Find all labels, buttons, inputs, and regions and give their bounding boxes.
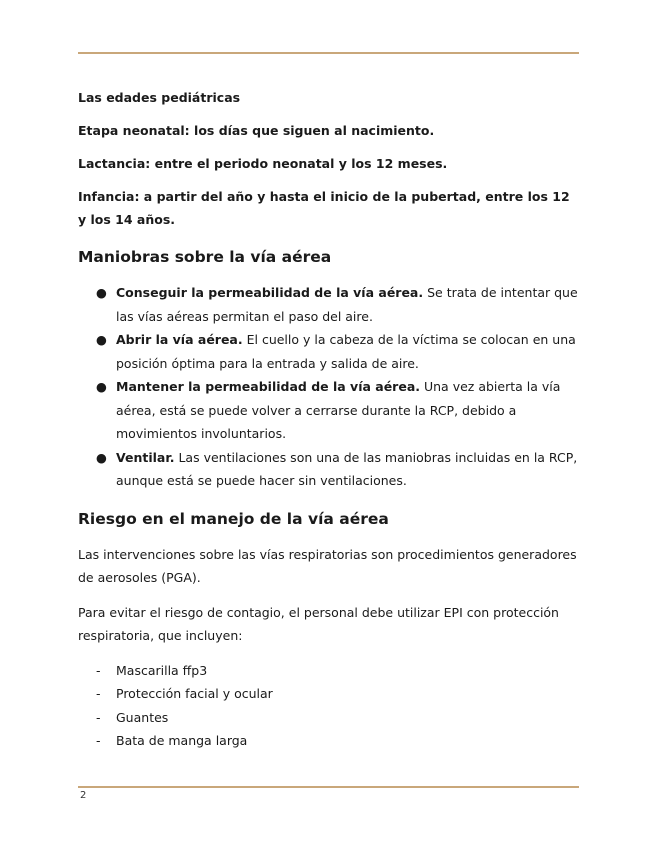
list-item-bold: Abrir la vía aérea. (116, 332, 243, 347)
list-item-text: Mascarilla ffp3 (116, 662, 208, 678)
list-item-text: Una vez abierta la vía aérea, está se puede volver a cerrarse durante la RCP, debido a movimientos involuntarios. (116, 379, 561, 441)
page-number: 2 (80, 790, 87, 801)
intro-lactancia: Lactancia: entre el periodo neonatal y los 12 meses. (78, 156, 448, 171)
list-item (78, 375, 578, 446)
list-item-bold: Mantener la permeabilidad de la vía aérea. (116, 379, 421, 394)
riesgo-paragraph-1: Las intervenciones sobre las vías respiratorias son procedimientos generadores de aerosoles (PGA). (78, 546, 577, 585)
intro-neonatal: Etapa neonatal: los días que siguen al nacimiento. (78, 123, 435, 138)
section-heading-riesgo: Riesgo en el manejo de la vía aérea (78, 509, 389, 528)
intro-title: Las edades pediátricas (78, 90, 241, 105)
dash-icon: - (96, 686, 101, 701)
dash-icon: - (96, 662, 101, 678)
footer-rule (78, 786, 579, 788)
list-item-text: Se trata de intentar que las vías aéreas permitan el paso del aire. (116, 285, 578, 324)
list-item (78, 682, 578, 706)
list-item-text: El cuello y la cabeza de la víctima se colocan en una posición óptima para la entrada y salida de aire. (116, 332, 576, 371)
list-item-text: Protección facial y ocular (116, 686, 273, 701)
list-item-text: Las ventilaciones son una de las maniobras incluidas en la RCP, aunque está se puede hacer sin ventilaciones. (116, 449, 578, 488)
riesgo-paragraph-2: Para evitar el riesgo de contagio, el personal debe utilizar EPI con protección respiratoria, que incluyen: (78, 604, 559, 643)
page-content (78, 86, 578, 753)
list-item-text: Bata de manga larga (116, 733, 248, 748)
maniobras-list (78, 281, 578, 493)
bullet-icon: ● (96, 379, 107, 394)
bullet-icon: ● (96, 285, 107, 300)
section-heading-maniobras: Maniobras sobre la vía aérea (78, 248, 332, 266)
header-rule (78, 52, 579, 54)
list-item (78, 706, 578, 730)
dash-icon: - (96, 709, 101, 725)
list-item-bold: Conseguir la permeabilidad de la vía aérea. (116, 285, 424, 300)
bullet-icon: ● (96, 332, 107, 347)
epi-list (78, 659, 578, 753)
list-item (78, 328, 578, 375)
list-item (78, 729, 578, 753)
list-item-text: Guantes (116, 709, 169, 725)
list-item (78, 659, 578, 683)
list-item (78, 446, 578, 493)
bullet-icon: ● (96, 449, 107, 465)
dash-icon: - (96, 733, 101, 748)
list-item-bold: Ventilar. (116, 449, 175, 465)
list-item (78, 281, 578, 328)
intro-infancia: Infancia: a partir del año y hasta el inicio de la pubertad, entre los 12 y los 14 años. (78, 189, 570, 227)
